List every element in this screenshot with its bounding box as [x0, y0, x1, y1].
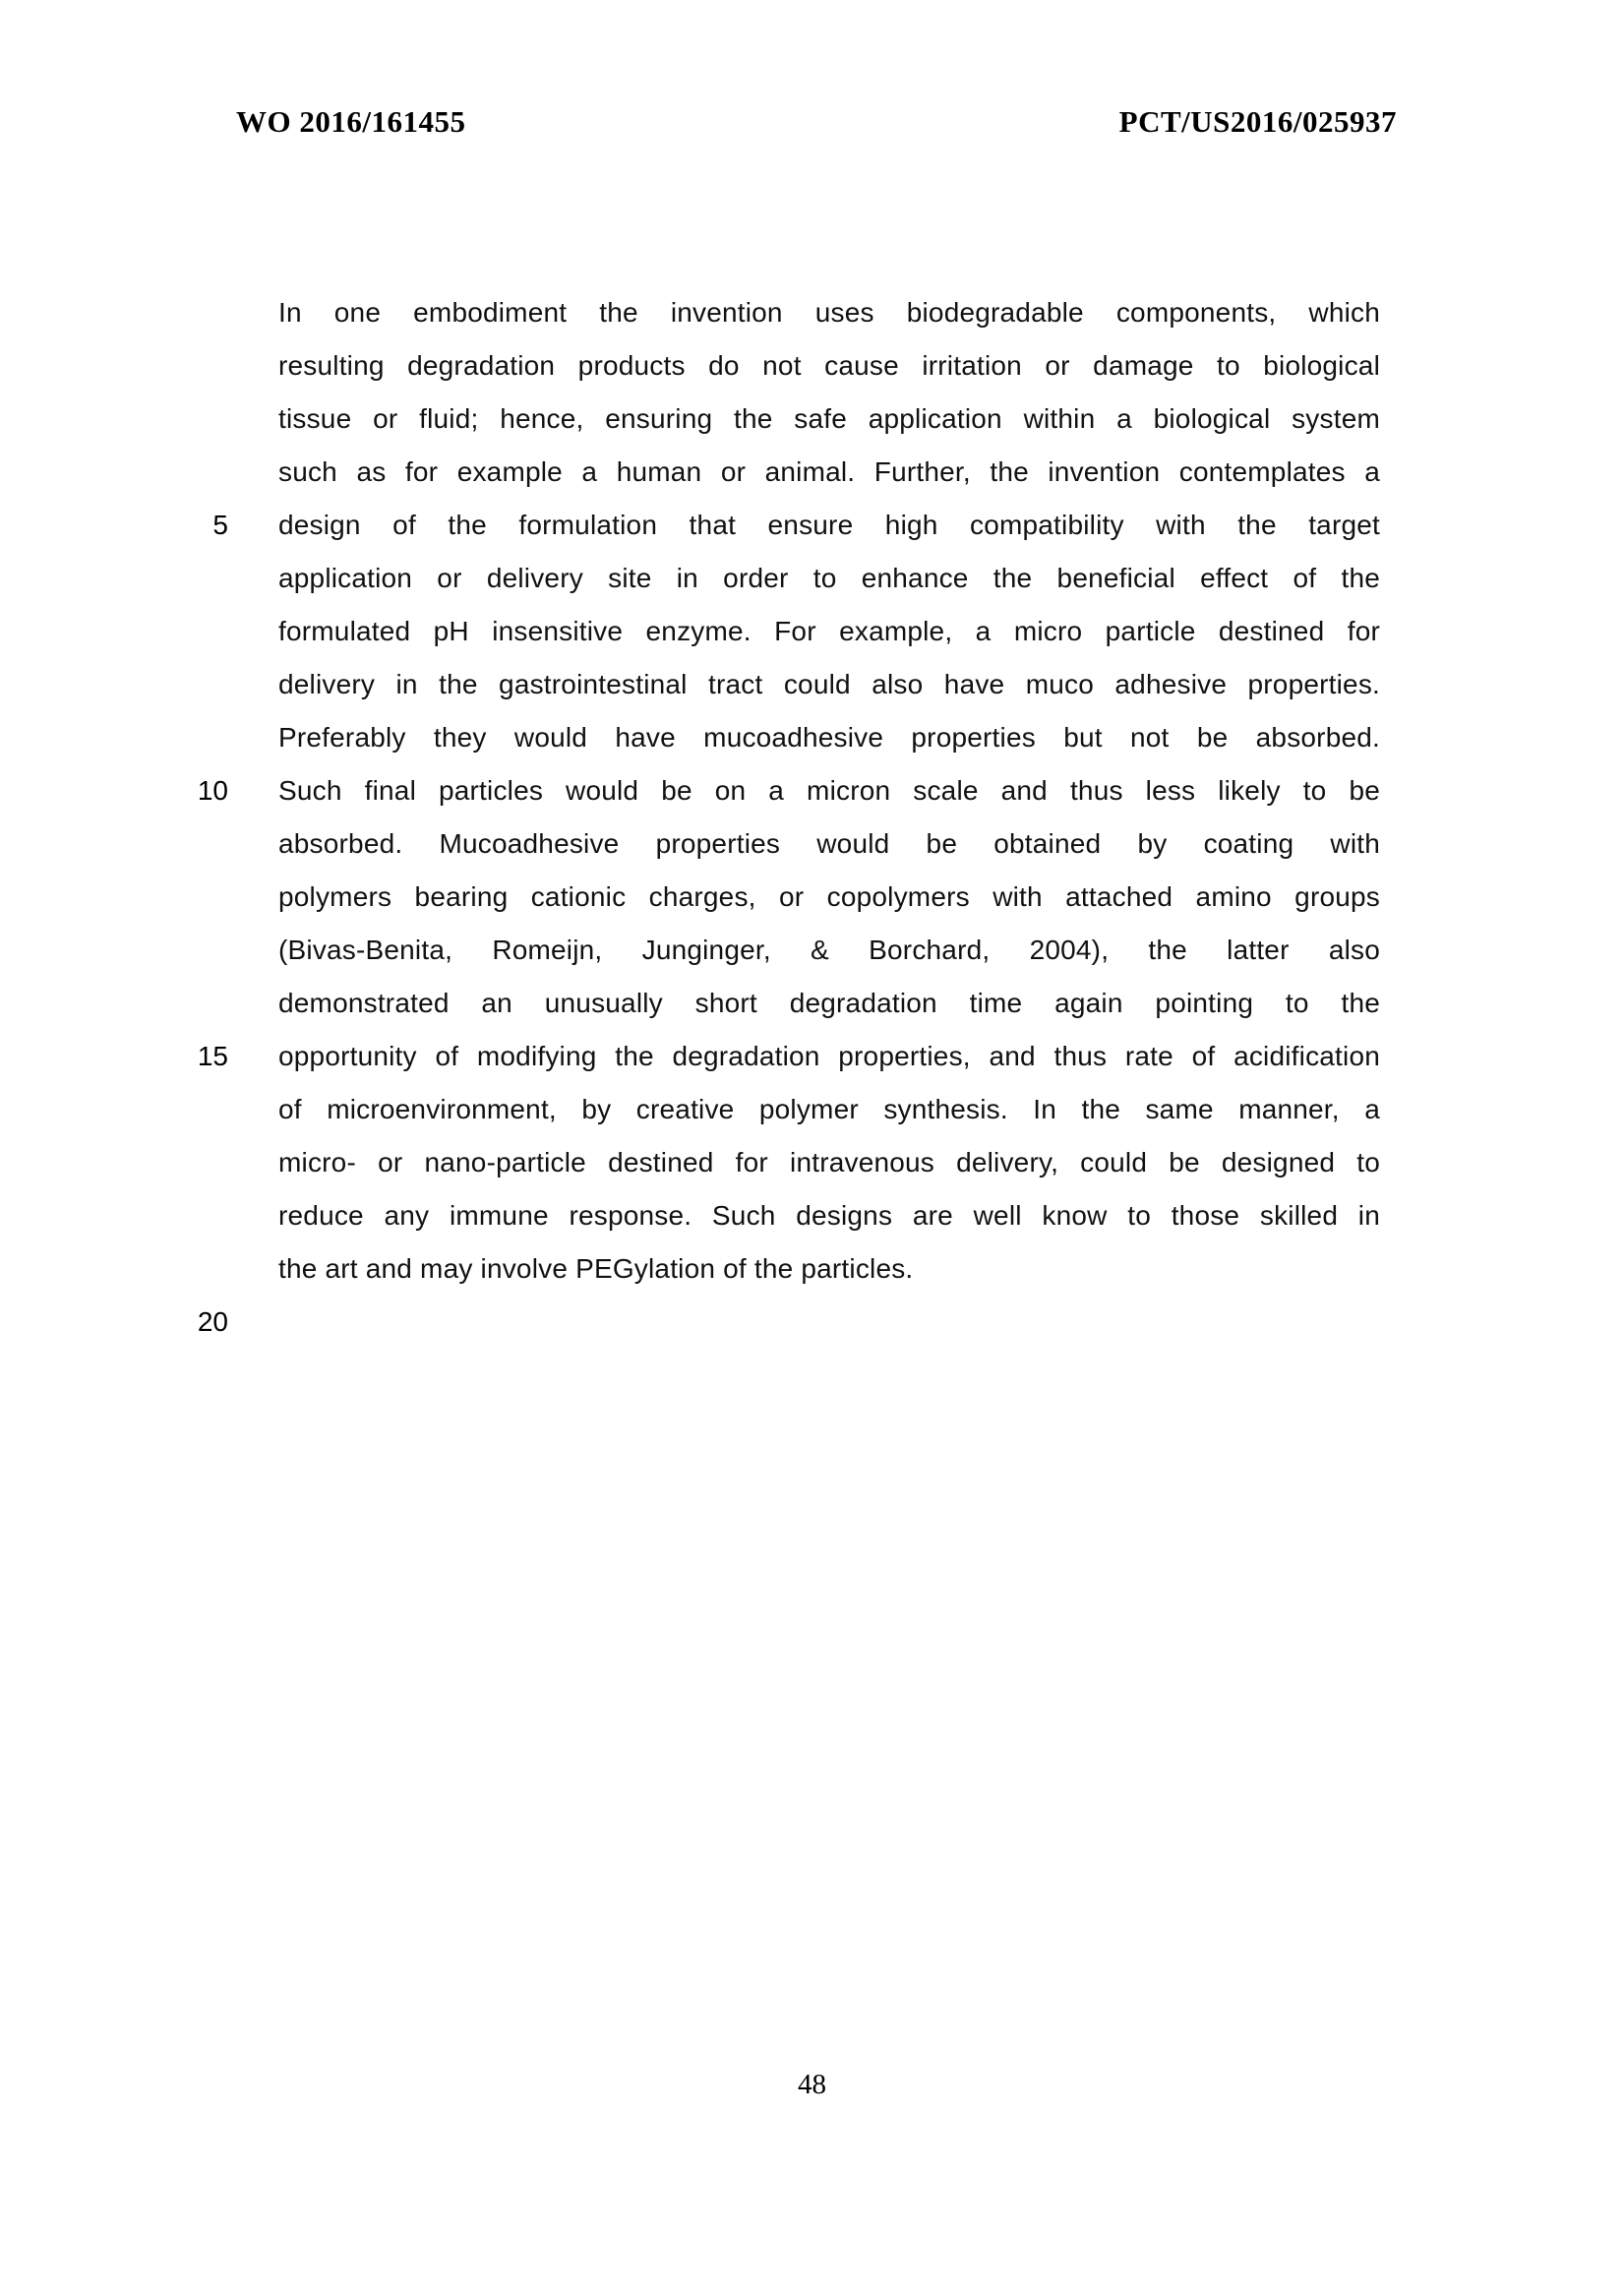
- text-line-row: [0, 764, 1624, 817]
- margin-line-number: [0, 1189, 228, 1242]
- body-text-line: In one embodiment the invention uses biodegradable components, which: [278, 297, 1380, 328]
- body-text-line: [278, 1296, 1380, 1349]
- body-text-line: the art and may involve PEGylation of the particles.: [278, 1253, 914, 1284]
- body-text-line: demonstrated an unusually short degradation time again pointing to the: [278, 988, 1380, 1018]
- text-line-row: [0, 1136, 1624, 1189]
- margin-line-number: [0, 817, 228, 871]
- margin-line-number: [0, 393, 228, 446]
- paragraph-block: [0, 286, 1624, 1349]
- body-text-line: Such final particles would be on a micron scale and thus less likely to be: [278, 775, 1380, 806]
- text-line-row: [0, 1242, 1624, 1296]
- body-text-line: such as for example a human or animal. Further, the invention contemplates a: [278, 456, 1380, 487]
- margin-line-number: [0, 1083, 228, 1136]
- margin-line-number: 15: [197, 1041, 228, 1071]
- body-text-line: design of the formulation that ensure high compatibility with the target: [278, 510, 1380, 540]
- text-line-row: [0, 711, 1624, 764]
- body-text-line: formulated pH insensitive enzyme. For example, a micro particle destined for: [278, 616, 1380, 646]
- body-text-line: absorbed. Mucoadhesive properties would be obtained by coating with: [278, 828, 1380, 859]
- text-line-row: [0, 817, 1624, 871]
- text-line-row: [0, 658, 1624, 711]
- publication-number: WO 2016/161455: [236, 104, 466, 139]
- body-text-line: micro- or nano-particle destined for intravenous delivery, could be designed to: [278, 1147, 1380, 1178]
- text-line-row: [0, 977, 1624, 1030]
- body-text-line: application or delivery site in order to enhance the beneficial effect of the: [278, 563, 1380, 593]
- body-text-line: reduce any immune response. Such designs are well know to those skilled in: [278, 1200, 1380, 1231]
- margin-line-number: 5: [212, 510, 228, 540]
- text-line-row: [0, 339, 1624, 393]
- application-number: PCT/US2016/025937: [1118, 104, 1397, 139]
- text-line-row: [0, 924, 1624, 977]
- margin-line-number: [0, 605, 228, 658]
- text-line-row: [0, 499, 1624, 552]
- body-text-line: delivery in the gastrointestinal tract could also have muco adhesive properties.: [278, 669, 1380, 699]
- margin-line-number: 10: [197, 775, 228, 806]
- text-line-row: [0, 871, 1624, 924]
- body-text-line: Preferably they would have mucoadhesive properties but not be absorbed.: [278, 722, 1380, 753]
- margin-line-number: [0, 552, 228, 605]
- margin-line-number: [0, 1136, 228, 1189]
- margin-line-number: [0, 446, 228, 499]
- body-text-line: polymers bearing cationic charges, or copolymers with attached amino groups: [278, 881, 1380, 912]
- margin-line-number: [0, 924, 228, 977]
- text-line-row: [0, 605, 1624, 658]
- margin-line-number: [0, 871, 228, 924]
- text-line-row: [0, 552, 1624, 605]
- text-line-row: [0, 446, 1624, 499]
- page-number: 48: [798, 2069, 826, 2100]
- margin-line-number: [0, 339, 228, 393]
- margin-line-number: [0, 286, 228, 339]
- margin-line-number: [0, 1242, 228, 1296]
- body-text-line: tissue or fluid; hence, ensuring the safe application within a biological system: [278, 403, 1380, 434]
- margin-line-number: [0, 711, 228, 764]
- margin-line-number: [0, 977, 228, 1030]
- text-line-row: [0, 1030, 1624, 1083]
- margin-line-number: [0, 658, 228, 711]
- text-line-row: [0, 1296, 1624, 1349]
- margin-line-number: 20: [197, 1306, 228, 1337]
- body-text-line: of microenvironment, by creative polymer synthesis. In the same manner, a: [278, 1094, 1380, 1124]
- body-text-line: (Bivas-Benita, Romeijn, Junginger, & Borchard, 2004), the latter also: [278, 935, 1380, 965]
- text-line-row: [0, 393, 1624, 446]
- text-line-row: [0, 1083, 1624, 1136]
- body-text-line: resulting degradation products do not cause irritation or damage to biological: [278, 350, 1380, 381]
- text-line-row: [0, 1189, 1624, 1242]
- text-line-row: [0, 286, 1624, 339]
- body-text-line: opportunity of modifying the degradation properties, and thus rate of acidification: [278, 1041, 1380, 1071]
